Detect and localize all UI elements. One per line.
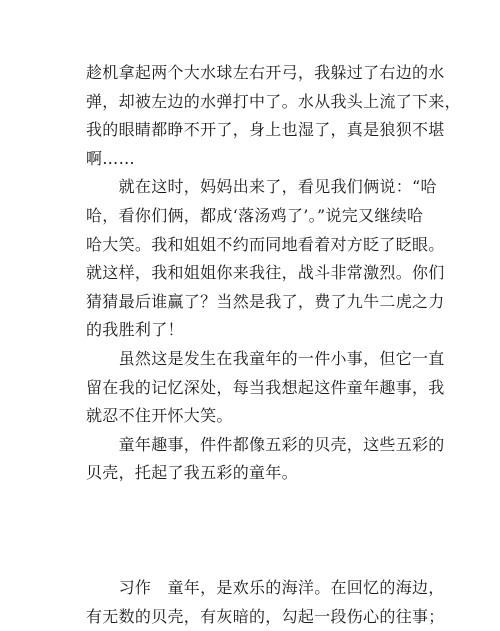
- text-line: 啊……: [86, 145, 426, 174]
- text-line: 习作 童年，是欢乐的海洋。在回忆的海边，: [86, 574, 426, 603]
- text-line: 童年趣事，件件都像五彩的贝壳，这些五彩的: [86, 431, 426, 460]
- paragraph-mom-appears: [86, 173, 426, 345]
- paragraph-next-essay: [86, 574, 426, 631]
- text-line: 我的眼睛都睁不开了，身上也湿了，真是狼狈不堪: [86, 116, 426, 145]
- text-line: 猜猜最后谁赢了？当然是我了，费了九牛二虎之力: [86, 288, 426, 317]
- text-line: 贝壳，托起了我五彩的童年。: [86, 459, 426, 488]
- text-line: 哈大笑。我和姐姐不约而同地看着对方眨了眨眼。: [86, 231, 426, 260]
- text-line: 哈，看你们俩，都成‘落汤鸡了’。”说完又继续哈: [86, 202, 426, 231]
- text-line: 就这样，我和姐姐你来我往，战斗非常激烈。你们: [86, 259, 426, 288]
- section-gap: [86, 488, 426, 574]
- text-line: 有无数的贝壳，有灰暗的，勾起一段伤心的往事；: [86, 603, 426, 631]
- text-line: 弹，却被左边的水弹打中了。水从我头上流了下来，: [86, 88, 426, 117]
- text-line: 虽然这是发生在我童年的一件小事，但它一直: [86, 345, 426, 374]
- text-line: 趁机拿起两个大水球左右开弓，我躲过了右边的水: [86, 59, 426, 88]
- paragraph-memory: [86, 345, 426, 431]
- text-line: 就在这时，妈妈出来了，看见我们俩说：“哈: [86, 173, 426, 202]
- paragraph-conclusion: [86, 431, 426, 488]
- paragraph-water-fight-continued: [86, 59, 426, 173]
- essay-body: [86, 59, 426, 631]
- text-line: 就忍不住开怀大笑。: [86, 402, 426, 431]
- text-line: 的我胜利了！: [86, 316, 426, 345]
- text-line: 留在我的记忆深处，每当我想起这件童年趣事，我: [86, 374, 426, 403]
